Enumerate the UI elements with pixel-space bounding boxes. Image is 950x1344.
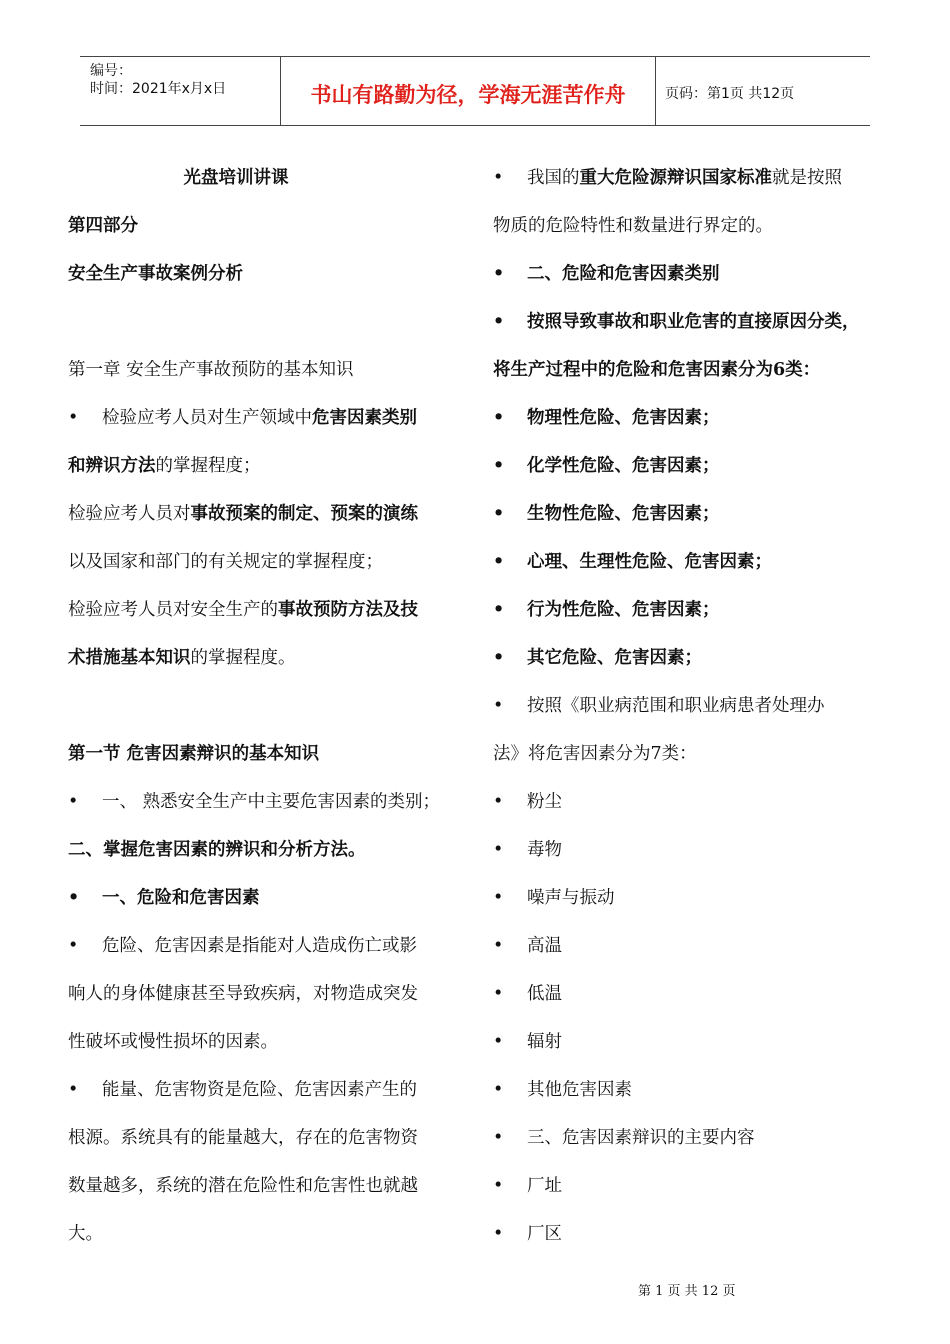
bullet-icon: • — [68, 792, 79, 812]
left-column — [68, 154, 464, 1258]
bullet-icon: • — [68, 888, 80, 908]
header-motto-cell — [280, 57, 656, 125]
doc-title: 光盘培训讲课 — [183, 168, 289, 188]
subheading: 二、掌握危害因素的辨识和分析方法。 — [68, 840, 366, 860]
list-item-continued: 和辨识方法的掌握程度； — [68, 456, 261, 476]
bullet-icon: • — [493, 552, 505, 572]
section-heading: 第一节 危害因素辩识的基本知识 — [68, 744, 320, 764]
bullet-icon: • — [493, 1176, 504, 1196]
bullet-icon: • — [493, 888, 504, 908]
list-item: • 一、 熟悉安全生产中主要危害因素的类别； — [68, 778, 464, 826]
bullet-icon: • — [493, 1128, 504, 1148]
bullet-icon: • — [68, 936, 79, 956]
bullet-icon: • — [493, 1032, 504, 1052]
header-page-cell — [655, 57, 870, 125]
bullet-icon: • — [493, 792, 504, 812]
page-footer: 第 1 页 共 12 页 — [638, 1284, 736, 1299]
header-meta-cell — [80, 57, 280, 125]
document-header — [80, 56, 870, 126]
list-item-continued: 大。 — [68, 1224, 103, 1244]
list-item-continued: 响人的身体健康甚至导致疾病，对物造成突发 — [68, 984, 418, 1004]
list-item: • 检验应考人员对生产领域中危害因素类别 — [68, 394, 464, 442]
list-item-continued: 数量越多，系统的潜在危险性和危害性也就越 — [68, 1176, 418, 1196]
hazard-item: • 高温 — [493, 922, 893, 970]
list-item: • 一、危险和危害因素 — [68, 874, 464, 922]
bullet-icon: • — [493, 648, 505, 668]
category-item: • 心理、生理性危险、危害因素； — [493, 538, 893, 586]
hazard-item: • 其他危害因素 — [493, 1066, 893, 1114]
hazard-item: • 毒物 — [493, 826, 893, 874]
bullet-icon: • — [493, 168, 504, 188]
list-item-continued: 根源。系统具有的能量越大，存在的危害物资 — [68, 1128, 418, 1148]
list-item: • 三、危害因素辩识的主要内容 — [493, 1114, 893, 1162]
bullet-icon: • — [493, 696, 504, 716]
bullet-icon: • — [493, 1224, 504, 1244]
paragraph: 检验应考人员对安全生产的事故预防方法及技 — [68, 600, 418, 620]
list-item: • 厂址 — [493, 1162, 893, 1210]
hazard-item: • 噪声与振动 — [493, 874, 893, 922]
bullet-icon: • — [493, 312, 505, 332]
hazard-item: • 低温 — [493, 970, 893, 1018]
bullet-icon: • — [68, 408, 79, 428]
time-label: 时间：2021年x月x日 — [90, 81, 227, 97]
bullet-icon: • — [493, 264, 505, 284]
list-item: • 厂区 — [493, 1210, 893, 1258]
list-item: • 危险、危害因素是指能对人造成伤亡或影 — [68, 922, 464, 970]
paragraph-continued: 术措施基本知识的掌握程度。 — [68, 648, 296, 668]
list-item-continued: 性破坏或慢性损坏的因素。 — [68, 1032, 278, 1052]
bullet-icon: • — [493, 504, 505, 524]
bullet-icon: • — [493, 456, 505, 476]
topic-heading: 安全生产事故案例分析 — [68, 264, 243, 284]
hazard-item: • 辐射 — [493, 1018, 893, 1066]
number-label: 编号： — [90, 63, 132, 79]
list-item-continued: 法》将危害因素分为7类： — [493, 744, 697, 764]
bullet-icon: • — [493, 984, 504, 1004]
bullet-icon: • — [493, 936, 504, 956]
category-item: • 生物性危险、危害因素； — [493, 490, 893, 538]
spacer — [68, 682, 464, 730]
right-column — [493, 154, 893, 1258]
category-item: • 物理性危险、危害因素； — [493, 394, 893, 442]
paragraph: 检验应考人员对事故预案的制定、预案的演练 — [68, 504, 418, 524]
bullet-icon: • — [493, 1080, 504, 1100]
bullet-icon: • — [68, 1080, 79, 1100]
list-item-continued: 物质的危险特性和数量进行界定的。 — [493, 216, 773, 236]
bullet-icon: • — [493, 840, 504, 860]
paragraph-continued: 以及国家和部门的有关规定的掌握程度； — [68, 552, 383, 572]
chapter-heading: 第一章 安全生产事故预防的基本知识 — [68, 360, 354, 380]
bullet-icon: • — [493, 408, 505, 428]
list-item: • 我国的重大危险源辩识国家标准就是按照 — [493, 154, 893, 202]
category-item: • 行为性危险、危害因素； — [493, 586, 893, 634]
list-item: • 能量、危害物资是危险、危害因素产生的 — [68, 1066, 464, 1114]
category-item: • 其它危险、危害因素； — [493, 634, 893, 682]
list-item: • 二、危险和危害因素类别 — [493, 250, 893, 298]
part-heading: 第四部分 — [68, 216, 138, 236]
list-item: • 按照《职业病范围和职业病患者处理办 — [493, 682, 893, 730]
list-item-continued: 将生产过程中的危险和危害因素分为6类： — [493, 360, 821, 380]
spacer — [68, 298, 464, 346]
motto-text: 书山有路勤为径，学海无涯苦作舟 — [310, 83, 626, 107]
page-label: 页码：第1页 共12页 — [665, 86, 795, 102]
bullet-icon: • — [493, 600, 505, 620]
list-item: • 按照导致事故和职业危害的直接原因分类， — [493, 298, 893, 346]
hazard-item: • 粉尘 — [493, 778, 893, 826]
category-item: • 化学性危险、危害因素； — [493, 442, 893, 490]
